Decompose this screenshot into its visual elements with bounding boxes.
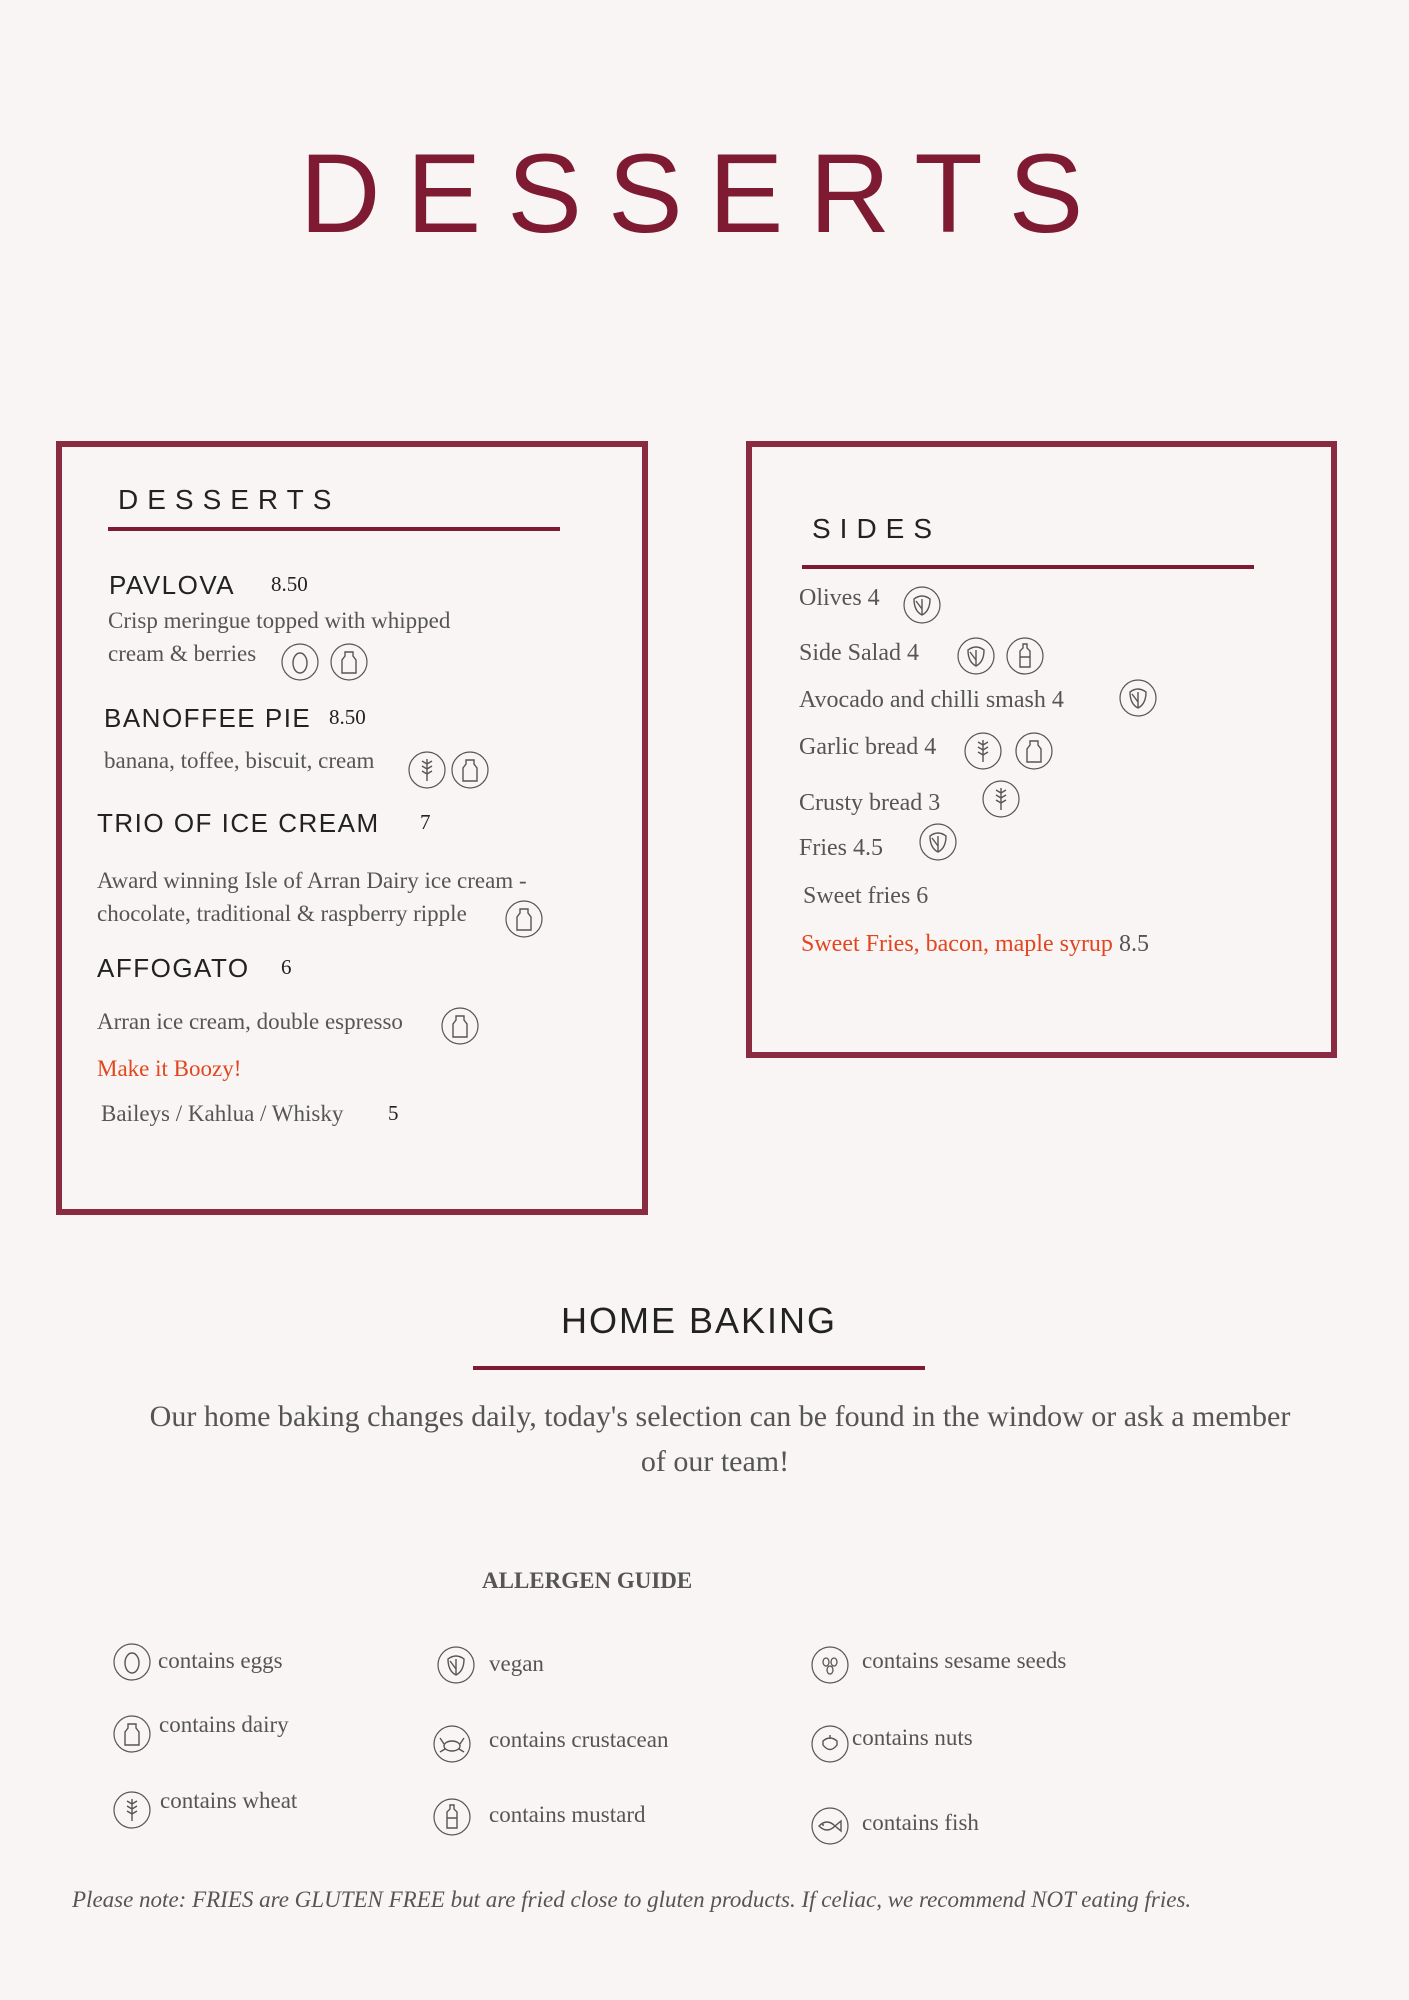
desserts-header-rule xyxy=(108,527,560,531)
pavlova-desc-line2: cream & berries xyxy=(108,641,257,666)
dairy-icon xyxy=(329,642,369,682)
wheat-icon xyxy=(112,1790,152,1830)
mustard-icon xyxy=(1005,636,1045,676)
side-crusty-bread: Crusty bread 3 xyxy=(799,790,941,816)
affogato-desc: Arran ice cream, double espresso xyxy=(97,1009,403,1034)
sides-header: SIDES xyxy=(812,513,942,544)
trio-price: 7 xyxy=(420,810,431,834)
guide-crustacean: contains crustacean xyxy=(489,1727,669,1752)
guide-wheat: contains wheat xyxy=(160,1788,298,1813)
sides-header-rule xyxy=(802,565,1254,569)
sesame-icon xyxy=(810,1645,850,1685)
dairy-icon xyxy=(1014,731,1054,771)
allergen-guide-title: ALLERGEN GUIDE xyxy=(482,1568,693,1593)
pavlova-desc-line1: Crisp meringue topped with whipped xyxy=(108,608,451,633)
nuts-icon xyxy=(810,1724,850,1764)
egg-icon xyxy=(112,1642,152,1682)
home-baking-header: HOME BAKING xyxy=(560,1300,838,1341)
trio-desc-line1: Award winning Isle of Arran Dairy ice cream - xyxy=(97,868,527,893)
side-salad: Side Salad 4 xyxy=(799,640,919,666)
guide-fish: contains fish xyxy=(862,1810,979,1835)
side-fries: Fries 4.5 xyxy=(799,835,883,861)
vegan-icon xyxy=(436,1645,476,1685)
vegan-icon xyxy=(902,585,942,625)
guide-vegan: vegan xyxy=(489,1651,544,1676)
home-baking-line2: of our team! xyxy=(640,1445,790,1478)
crustacean-icon xyxy=(432,1724,472,1764)
vegan-icon xyxy=(918,822,958,862)
fish-icon xyxy=(810,1806,850,1846)
home-baking-line1: Our home baking changes daily, today's selection can be found in the window or ask a member xyxy=(149,1400,1291,1433)
dairy-icon xyxy=(112,1714,152,1754)
dairy-icon xyxy=(450,750,490,790)
dairy-icon xyxy=(504,899,544,939)
affogato-name: AFFOGATO xyxy=(97,953,250,983)
side-sweet-fries: Sweet fries 6 xyxy=(803,883,929,909)
pavlova-price: 8.50 xyxy=(271,572,308,596)
egg-icon xyxy=(280,642,320,682)
trio-desc-line2: chocolate, traditional & raspberry ripple xyxy=(97,901,467,926)
boozy-price: 5 xyxy=(388,1101,399,1125)
side-special-name: Sweet Fries, bacon, maple syrup xyxy=(801,931,1113,957)
banoffee-name: BANOFFEE PIE xyxy=(104,703,312,733)
side-olives: Olives 4 xyxy=(799,585,880,611)
guide-mustard: contains mustard xyxy=(489,1802,646,1827)
page-title: DESSERTS xyxy=(299,131,1110,256)
trio-name: TRIO OF ICE CREAM xyxy=(97,808,380,838)
mustard-icon xyxy=(432,1797,472,1837)
guide-nuts: contains nuts xyxy=(852,1725,973,1750)
vegan-icon xyxy=(1118,678,1158,718)
guide-sesame: contains sesame seeds xyxy=(862,1648,1067,1673)
fries-gluten-note: Please note: FRIES are GLUTEN FREE but are fried close to gluten products. If celiac, we recommend NOT eating fries. xyxy=(72,1887,1192,1912)
banoffee-desc: banana, toffee, biscuit, cream xyxy=(104,748,375,773)
guide-dairy: contains dairy xyxy=(159,1712,289,1737)
side-avocado: Avocado and chilli smash 4 xyxy=(799,687,1064,713)
guide-eggs: contains eggs xyxy=(158,1648,283,1673)
wheat-icon xyxy=(407,750,447,790)
side-garlic-bread: Garlic bread 4 xyxy=(799,734,937,760)
side-special xyxy=(801,931,1149,958)
boozy-upsell: Make it Boozy! xyxy=(97,1056,242,1081)
wheat-icon xyxy=(981,779,1021,819)
pavlova-name: PAVLOVA xyxy=(109,570,236,600)
desserts-header: DESSERTS xyxy=(118,484,341,515)
boozy-options: Baileys / Kahlua / Whisky xyxy=(101,1101,344,1126)
wheat-icon xyxy=(963,731,1003,771)
home-baking-rule xyxy=(473,1366,925,1370)
vegan-icon xyxy=(956,636,996,676)
dairy-icon xyxy=(440,1006,480,1046)
side-special-price: 8.5 xyxy=(1118,931,1149,957)
affogato-price: 6 xyxy=(281,955,292,979)
banoffee-price: 8.50 xyxy=(329,705,366,729)
